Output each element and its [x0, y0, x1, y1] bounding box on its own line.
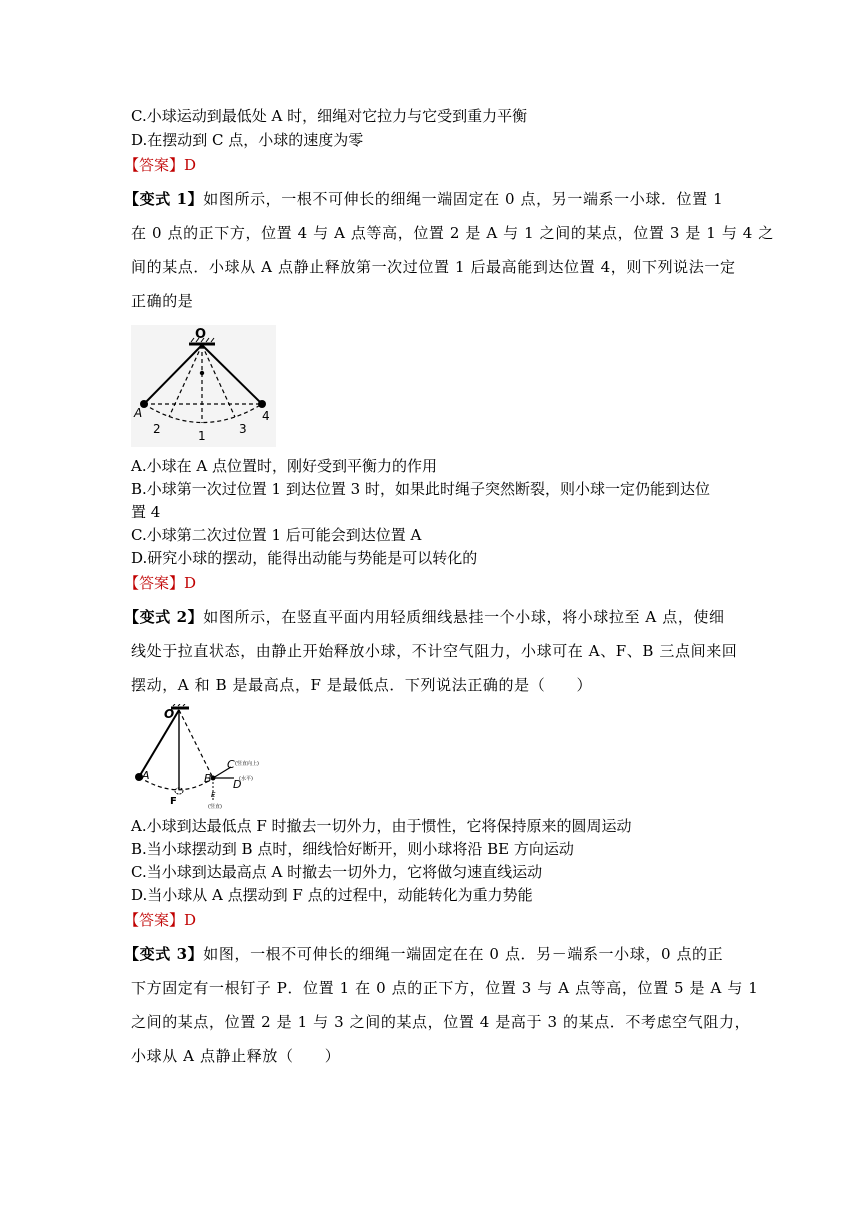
label-D: D [233, 778, 242, 791]
label-A: A [134, 406, 143, 420]
v1-option-d: D.研究小球的摆动，能得出动能与势能是可以转化的 [131, 549, 478, 567]
v2-stem-line-3: 摆动，A 和 B 是最高点，F 是最低点．下列说法正确的是（ ） [131, 676, 593, 694]
label-4: 4 [262, 409, 270, 423]
v3-stem-line-3: 之间的某点，位置 2 是 1 与 3 之间的某点，位置 4 是高于 3 的某点．不考虑空气阻力， [131, 1013, 751, 1031]
label-D-note: (水平) [239, 776, 253, 782]
v1-option-c: C.小球第二次过位置 1 后可能会到达位置 A [131, 526, 422, 544]
v1-stem-line-2: 在 0 点的正下方，位置 4 与 A 点等高，位置 2 是 A 与 1 之间的某点，位置 3 是 1 与 4 之 [131, 224, 774, 242]
q0-answer: 【答案】D [124, 156, 197, 174]
string-to-B [179, 710, 213, 778]
label-O: O [164, 707, 175, 721]
v2-label: 【变式 2】 [124, 608, 204, 626]
pendulum-figure-1 [131, 325, 276, 447]
label-C-note: (竖直向上) [235, 761, 259, 767]
swing-arc [139, 777, 213, 790]
v3-stem-line-2: 下方固定有一根钉子 P．位置 1 在 0 点的正下方，位置 3 与 A 点等高，位置 5 是 A 与 1 [131, 979, 759, 997]
v1-option-a: A.小球在 A 点位置时，刚好受到平衡力的作用 [131, 457, 437, 475]
v2-option-b: B.当小球摆动到 B 点时，细线恰好断开，则小球将沿 BE 方向运动 [131, 840, 574, 858]
v1-label: 【变式 1】 [124, 190, 204, 208]
v2-option-c: C.当小球到达最高点 A 时撤去一切外力，它将做匀速直线运动 [131, 863, 543, 881]
v1-answer: 【答案】D [124, 574, 197, 592]
v3-stem-line-4: 小球从 A 点静止释放（ ） [131, 1047, 341, 1065]
v1-stem-line-4: 正确的是 [131, 292, 194, 310]
v2-option-a: A.小球到达最低点 F 时撤去一切外力，由于惯性，它将保持原来的圆周运动 [131, 817, 632, 835]
v1-stem-line-1: 【变式 1】如图所示，一根不可伸长的细绳一端固定在 0 点，另一端系一小球．位置 1 [124, 190, 724, 208]
string-to-A [139, 710, 179, 777]
label-F: F [170, 796, 177, 807]
q0-option-c: C.小球运动到最低处 A 时，细绳对它拉力与它受到重力平衡 [131, 107, 528, 125]
q0-option-d: D.在摆动到 C 点，小球的速度为零 [131, 131, 364, 149]
label-2: 2 [153, 422, 161, 436]
label-E: E [211, 791, 216, 799]
v3-stem-line-1: 【变式 3】如图，一根不可伸长的细绳一端固定在在 0 点．另－端系一小球，0 点的正 [124, 945, 724, 963]
v2-answer: 【答案】D [124, 911, 197, 929]
v2-option-d: D.当小球从 A 点摆动到 F 点的过程中，动能转化为重力势能 [131, 886, 533, 904]
v2-stem-line-1: 【变式 2】如图所示，在竖直平面内用轻质细线悬挂一个小球，将小球拉至 A 点，使细 [124, 608, 725, 626]
ceiling-hatch [173, 704, 185, 706]
v1-option-b-line-2: 置 4 [131, 503, 161, 521]
label-1: 1 [198, 429, 206, 443]
ball-at-4 [258, 400, 266, 408]
label-E-note: (竖直) [208, 804, 222, 810]
v2-stem-line-2: 线处于拉直状态，由静止开始释放小球，不计空气阻力，小球可在 A、F、B 三点间来回 [131, 642, 738, 660]
v1-stem-line-3: 间的某点．小球从 A 点静止释放第一次过位置 1 后最高能到达位置 4，则下列说法一定 [131, 258, 736, 276]
label-B: B [204, 772, 212, 785]
v1-option-b-line-1: B.小球第一次过位置 1 到达位置 3 时，如果此时绳子突然断裂，则小球一定仍能到达位 [131, 480, 710, 498]
label-3: 3 [239, 422, 247, 436]
label-A: A [142, 769, 150, 782]
label-O: O [195, 327, 207, 342]
pendulum-figure-2 [131, 704, 271, 812]
v3-label: 【变式 3】 [124, 945, 204, 963]
label-C: C [227, 758, 235, 771]
nail-dot [200, 371, 204, 375]
